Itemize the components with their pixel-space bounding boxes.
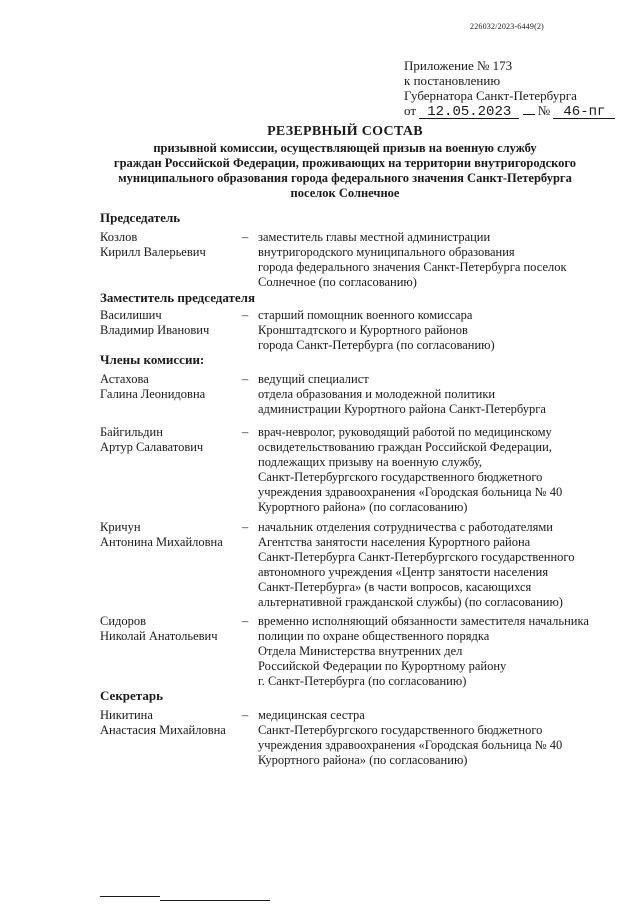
person-given-name: Владимир Иванович xyxy=(100,323,210,337)
footer-rule xyxy=(160,900,270,901)
person-given-name: Галина Леонидовна xyxy=(100,387,206,401)
appendix-number-label: № xyxy=(537,103,551,118)
document-title: РЕЗЕРВНЫЙ СОСТАВ xyxy=(267,124,423,139)
person-name xyxy=(100,308,240,338)
dash-separator: – xyxy=(242,708,249,722)
dash-separator: – xyxy=(242,614,249,628)
person-surname: Сидоров xyxy=(100,614,147,628)
position-line: учреждения здравоохранения «Городская больница № 40 xyxy=(258,738,563,752)
position-line: Санкт-Петербургского государственного бюджетного xyxy=(258,470,543,484)
position-line: Кронштадтского и Курортного районов xyxy=(258,323,468,337)
section-members: Члены комиссии: xyxy=(100,352,205,367)
position-line: Агентства занятости населения Курортного района xyxy=(258,535,531,549)
person-position xyxy=(258,614,618,689)
person-given-name: Анастасия Михайловна xyxy=(100,723,226,737)
person-surname: Никитина xyxy=(100,708,153,722)
section-chairman: Председатель xyxy=(100,210,181,225)
position-line: начальник отделения сотрудничества с работодателями xyxy=(258,520,553,534)
subtitle-line-4: поселок Солнечное xyxy=(290,186,400,200)
appendix-line-3: Губернатора Санкт-Петербурга xyxy=(404,88,577,103)
position-line: медицинская сестра xyxy=(258,708,365,722)
position-line: внутригородского муниципального образования xyxy=(258,245,515,259)
person-position xyxy=(258,520,618,610)
position-line: Санкт-Петербургского государственного бюджетного xyxy=(258,723,543,737)
person-given-name: Кирилл Валерьевич xyxy=(100,245,206,259)
dash-separator: – xyxy=(242,230,249,244)
position-line: подлежащих призыву на военную службу, xyxy=(258,455,482,469)
position-line: Курортного района» (по согласованию) xyxy=(258,753,468,767)
dash-separator: – xyxy=(242,372,249,386)
position-line: города федерального значения Санкт-Петербурга поселок xyxy=(258,260,567,274)
person-name xyxy=(100,708,240,738)
person-given-name: Артур Салаватович xyxy=(100,440,204,454)
person-surname: Козлов xyxy=(100,230,138,244)
person-position xyxy=(258,230,618,290)
person-position xyxy=(258,372,618,417)
section-deputy-chairman: Заместитель председателя xyxy=(100,290,256,305)
person-given-name: Антонина Михайловна xyxy=(100,535,223,549)
position-line: Санкт-Петербурга Санкт-Петербургского государственного xyxy=(258,550,575,564)
person-given-name: Николай Анатольевич xyxy=(100,629,218,643)
appendix-line-1: Приложение № 173 xyxy=(404,58,513,73)
position-line: Отдела Министерства внутренних дел xyxy=(258,644,463,658)
appendix-block xyxy=(404,58,624,119)
person-position xyxy=(258,425,618,515)
person-name xyxy=(100,230,240,260)
position-line: полиции по охране общественного порядка xyxy=(258,629,490,643)
dash-separator: – xyxy=(242,308,249,322)
position-line: ведущий специалист xyxy=(258,372,369,386)
appendix-number: 46-пг xyxy=(553,106,615,119)
person-name xyxy=(100,520,240,550)
position-line: Российской Федерации по Курортному району xyxy=(258,659,507,673)
position-line: города Санкт-Петербурга (по согласованию) xyxy=(258,338,495,352)
person-name xyxy=(100,425,240,455)
position-line: врач-невролог, руководящий работой по медицинскому xyxy=(258,425,552,439)
document-subtitle xyxy=(85,141,605,201)
footer-rule-left xyxy=(100,896,160,897)
subtitle-line-3: муниципального образования города федерального значения Санкт-Петербурга xyxy=(118,171,572,185)
position-line: г. Санкт-Петербурга (по согласованию) xyxy=(258,674,467,688)
person-surname: Василишич xyxy=(100,308,162,322)
document-registration-number: 226032/2023-6449(2) xyxy=(470,22,545,31)
position-line: временно исполняющий обязанности заместителя начальника xyxy=(258,614,589,628)
section-secretary: Секретарь xyxy=(100,688,163,703)
person-name xyxy=(100,372,240,402)
person-name xyxy=(100,614,240,644)
position-line: альтернативной гражданской службы) (по согласованию) xyxy=(258,595,563,609)
position-line: Солнечное (по согласованию) xyxy=(258,275,417,289)
subtitle-line-2: граждан Российской Федерации, проживающих на территории внутригородского xyxy=(113,156,577,170)
position-line: администрации Курортного района Санкт-Петербурга xyxy=(258,402,546,416)
position-line: автономного учреждения «Центр занятости населения xyxy=(258,565,549,579)
person-surname: Байгильдин xyxy=(100,425,163,439)
dash-separator: – xyxy=(242,425,249,439)
person-position xyxy=(258,308,618,353)
position-line: Санкт-Петербурга» (в части вопросов, касающихся xyxy=(258,580,532,594)
subtitle-line-1: призывной комиссии, осуществляющей призыв на военную службу xyxy=(153,141,537,155)
position-line: старший помощник военного комиссара xyxy=(258,308,473,322)
position-line: заместитель главы местной администрации xyxy=(258,230,491,244)
appendix-date: 12.05.2023 xyxy=(419,106,519,119)
position-line: освидетельствованию граждан Российской Федерации, xyxy=(258,440,552,454)
person-surname: Кричун xyxy=(100,520,141,534)
position-line: Курортного района» (по согласованию) xyxy=(258,500,468,514)
position-line: отдела образования и молодежной политики xyxy=(258,387,496,401)
appendix-date-line xyxy=(404,103,624,119)
position-line: учреждения здравоохранения «Городская больница № 40 xyxy=(258,485,563,499)
person-surname: Астахова xyxy=(100,372,149,386)
person-position xyxy=(258,708,618,768)
appendix-from-label: от xyxy=(404,103,417,118)
appendix-line-2: к постановлению xyxy=(404,73,501,88)
dash-separator: – xyxy=(242,520,249,534)
